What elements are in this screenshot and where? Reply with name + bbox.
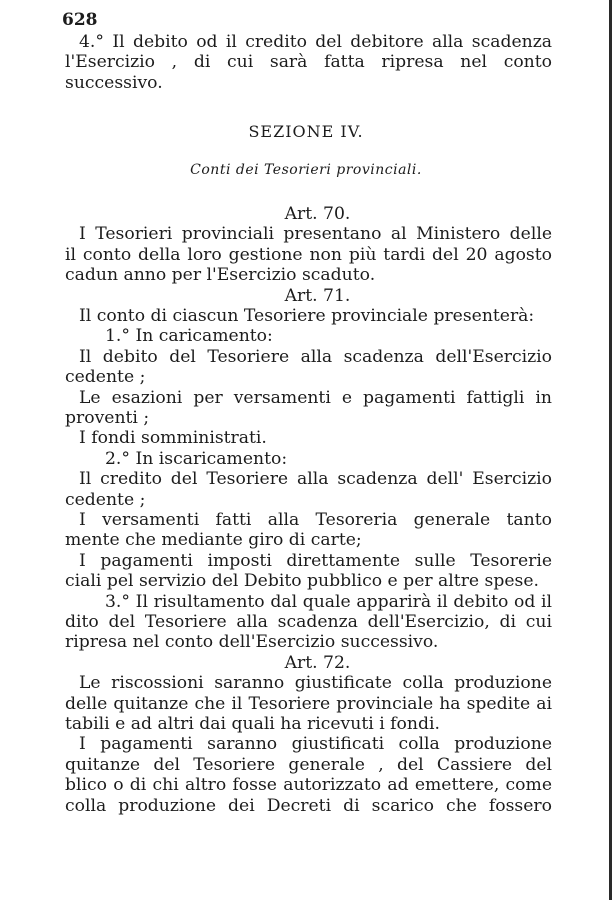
text-line: delle quitanze che il Tesoriere provinciale ha spedite ai [65, 693, 552, 714]
article-70 [65, 204, 552, 816]
text-line: I pagamenti saranno giustificati colla produzione [79, 734, 552, 755]
text-line: proventi ; [65, 408, 150, 428]
text-line: colla produzione dei Decreti di scarico che fossero [65, 795, 552, 816]
text-line: il conto della loro gestione non più tardi del 20 agosto [65, 244, 552, 265]
text-line: Il conto di ciascun Tesoriere provinciale presenterà: [79, 306, 535, 326]
section-title: SEZIONE IV. [248, 122, 364, 141]
text-line: tabili e ad altri dai quali ha ricevuti i fondi. [65, 713, 440, 734]
text-line: cedente ; [65, 367, 146, 388]
text-line: quitanze del Tesoriere generale , del Cassiere del [65, 754, 552, 775]
text-line: 1.° In caricamento: [105, 326, 273, 347]
text-line: 4.° Il debito od il credito del debitore alla scadenza [79, 32, 552, 52]
text-line: I versamenti fatti alla Tesoreria generale tanto [79, 510, 552, 531]
text-line: I pagamenti imposti direttamente sulle Tesorerie [79, 550, 552, 571]
text-line: successivo. [65, 72, 163, 93]
page-number: 628 [62, 10, 98, 30]
section-subtitle: Conti dei Tesorieri provinciali. [190, 162, 422, 178]
text-line: Le riscossioni saranno giustificate colla produzione [79, 673, 552, 694]
article-heading: Art. 70. [284, 204, 351, 224]
text-line: dito del Tesoriere alla scadenza dell'Esercizio, di cui [65, 612, 552, 632]
text-line: blico o di chi altro fosse autorizzato ad emettere, come [65, 775, 552, 796]
text-line: cedente ; [65, 489, 146, 510]
text-line: l'Esercizio , di cui sarà fatta ripresa nel conto [65, 52, 552, 73]
article-heading: Art. 71. [284, 285, 351, 306]
text-line: Il credito del Tesoriere alla scadenza dell' Esercizio [79, 469, 552, 490]
text-line: cadun anno per l'Esercizio scaduto. [65, 265, 376, 286]
text-line: ciali pel servizio del Debito pubblico e per altre spese. [65, 571, 539, 592]
text-line: mente che mediante giro di carte; [65, 530, 362, 551]
text-line: I Tesorieri provinciali presentano al Ministero delle [79, 224, 552, 245]
text-line: Il debito del Tesoriere alla scadenza dell'Esercizio [79, 346, 552, 367]
text-line: Le esazioni per versamenti e pagamenti fattigli in [79, 387, 552, 408]
text-line: ripresa nel conto dell'Esercizio successivo. [65, 632, 439, 653]
article-heading: Art. 72. [284, 652, 351, 673]
text-line: I fondi somministrati. [79, 428, 267, 449]
top-paragraph [65, 32, 552, 93]
text-line: 2.° In iscaricamento: [105, 448, 288, 469]
text-line: 3.° Il risultamento dal quale apparirà il debito od il [105, 591, 552, 612]
